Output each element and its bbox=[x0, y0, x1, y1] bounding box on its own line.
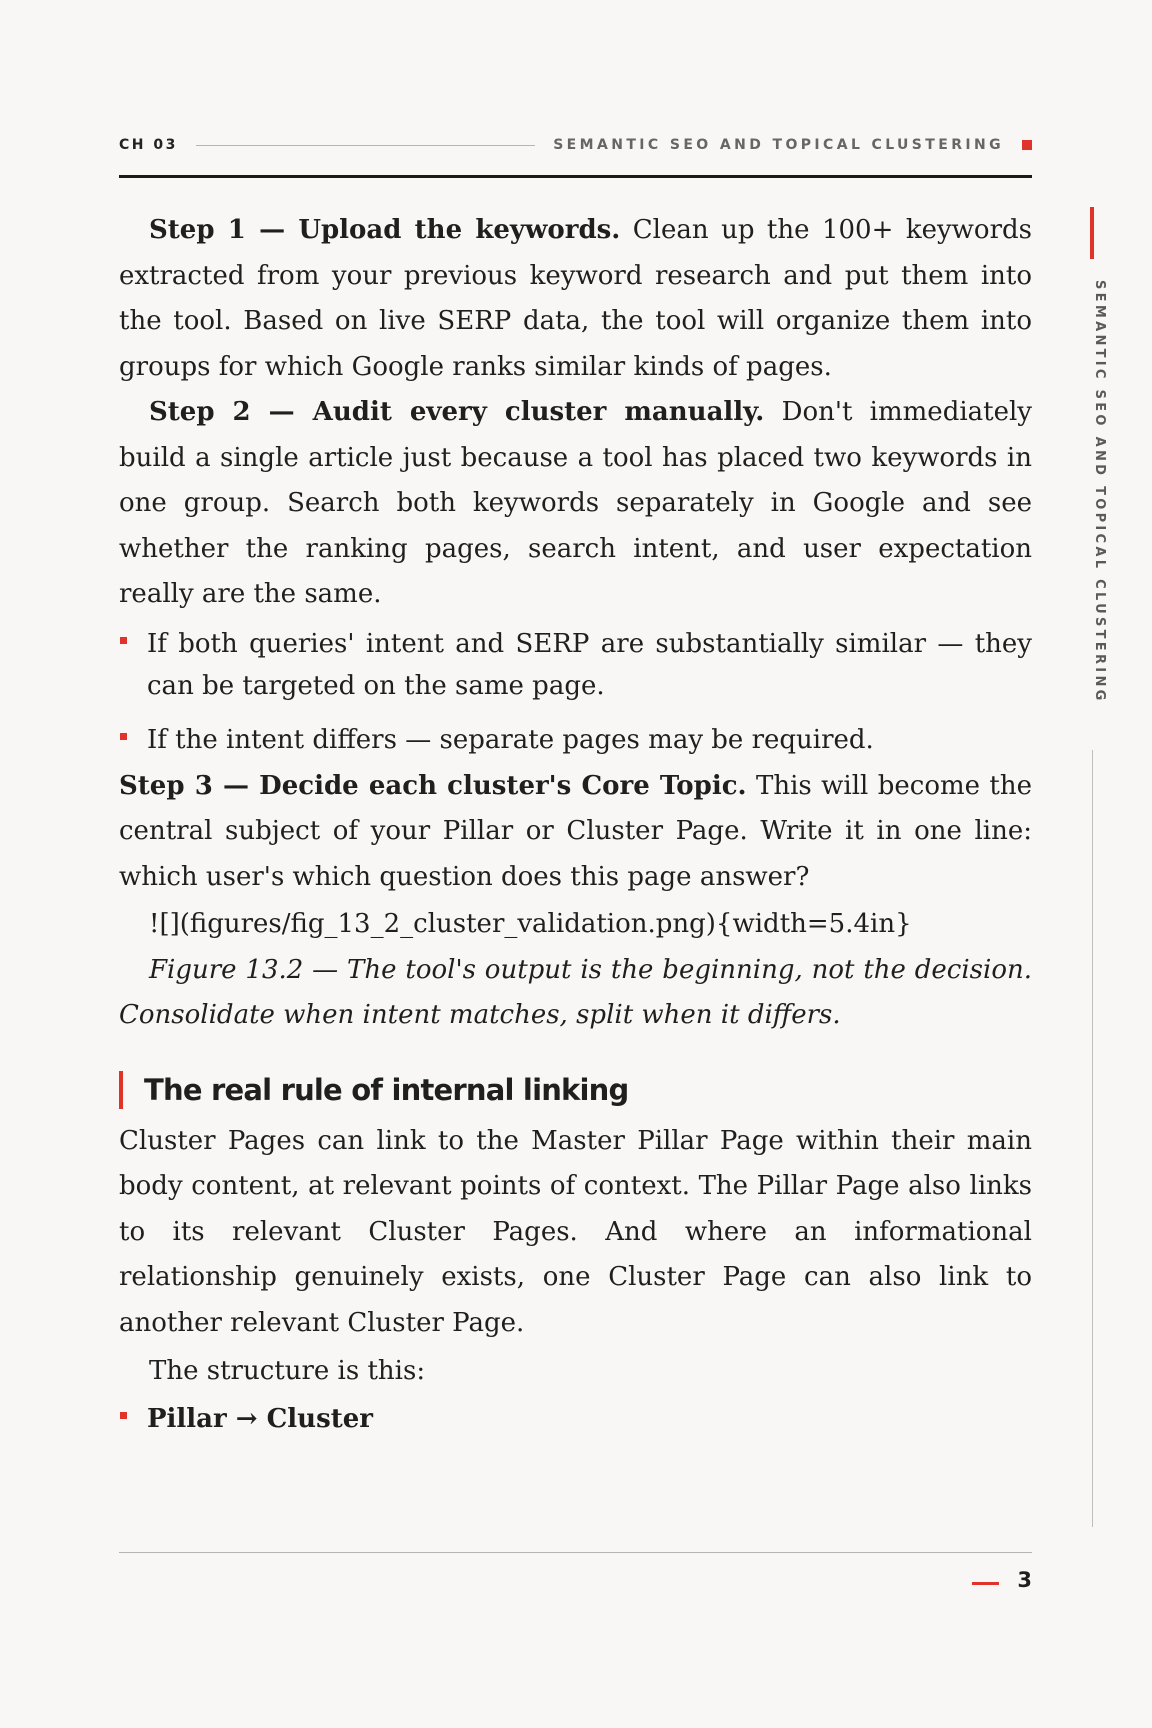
bullet-marker bbox=[120, 637, 127, 644]
step-1-lead: Step 1 — Upload the keywords. bbox=[149, 215, 621, 245]
figure-reference: ![](figures/fig_13_2_cluster_validation.png){width=5.4in} bbox=[149, 909, 912, 939]
step-3-paragraph bbox=[119, 764, 1032, 901]
list-item-text: If the intent differs — separate pages may be required. bbox=[147, 724, 874, 755]
header-rule bbox=[119, 175, 1032, 178]
step-2-paragraph bbox=[119, 390, 1032, 618]
side-accent-bar bbox=[1090, 207, 1094, 259]
list-item bbox=[119, 719, 1032, 761]
header-title: SEMANTIC SEO AND TOPICAL CLUSTERING bbox=[553, 137, 1004, 153]
running-header bbox=[119, 131, 1032, 159]
bullet-marker bbox=[120, 1412, 127, 1419]
side-running-title: SEMANTIC SEO AND TOPICAL CLUSTERING bbox=[1092, 280, 1107, 704]
structure-intro: The structure is this: bbox=[149, 1356, 426, 1386]
list-item-text: If both queries' intent and SERP are substantially similar — they can be targeted on the same page. bbox=[147, 628, 1032, 701]
header-accent-square bbox=[1022, 140, 1032, 150]
section-heading: The real rule of internal linking bbox=[119, 1071, 1032, 1109]
step-2-lead: Step 2 — Audit every cluster manually. bbox=[149, 397, 765, 427]
list-item bbox=[119, 1398, 1032, 1440]
step-3-lead: Step 3 — Decide each cluster's Core Topic. bbox=[119, 770, 747, 801]
header-divider bbox=[196, 145, 535, 146]
bullet-marker bbox=[120, 733, 127, 740]
list-item-text: Pillar → Cluster bbox=[147, 1403, 373, 1434]
footer-accent-dash bbox=[972, 1582, 999, 1585]
chapter-label: CH 03 bbox=[119, 137, 178, 153]
structure-list bbox=[119, 1398, 1032, 1440]
step-1-paragraph bbox=[119, 208, 1032, 390]
intent-bullet-list bbox=[119, 623, 1032, 761]
page-body bbox=[119, 208, 1032, 1440]
figure-caption: Figure 13.2 — The tool's output is the beginning, not the decision. Consolidate when intent matches, split when it differs. bbox=[119, 954, 1032, 1030]
page-number: 3 bbox=[1017, 1568, 1032, 1592]
list-item bbox=[119, 623, 1032, 707]
footer-rule bbox=[119, 1552, 1032, 1553]
side-rule bbox=[1092, 750, 1093, 1527]
step-1-text: Clean up the 100+ keywords extracted from your previous keyword research and put them into the tool. Based on live SERP data, the tool will organize them into groups for which Google ranks similar kinds of pages. bbox=[119, 215, 1032, 382]
internal-linking-paragraph: Cluster Pages can link to the Master Pillar Page within their main body content, at relevant points of context. The Pillar Page also links to its relevant Cluster Pages. And where an informational relationship genuinely exists, one Cluster Page can also link to another relevant Cluster Page. bbox=[119, 1125, 1032, 1338]
step-3-text: This will become the central subject of your Pillar or Cluster Page. Write it in one line: which user's which question does this page answer? bbox=[119, 770, 1032, 892]
step-2-text: Don't immediately build a single article just because a tool has placed two keywords in one group. Search both keywords separately in Google and see whether the ranking pages, search intent, and user expectation really are the same. bbox=[119, 397, 1032, 609]
